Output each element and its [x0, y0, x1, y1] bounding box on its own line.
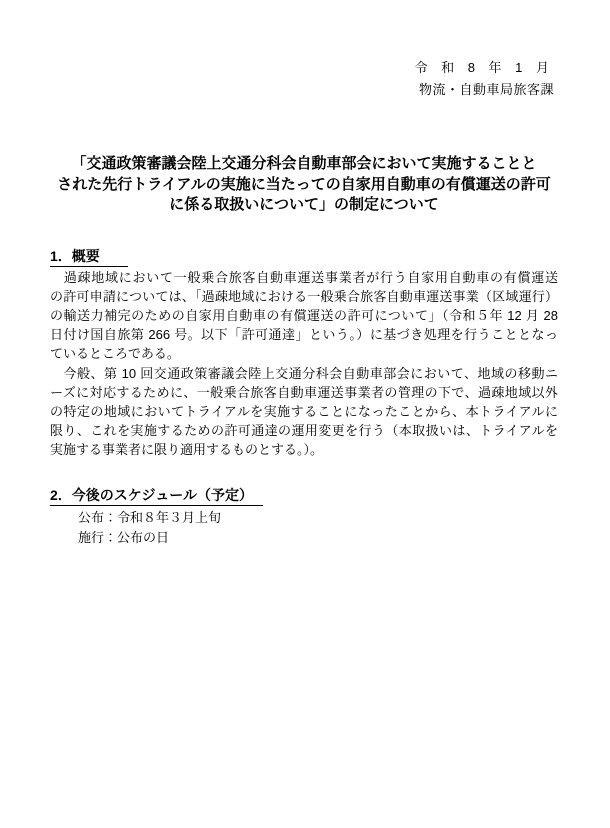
paragraph2-line-2: ーズに対応するために、一般乗合旅客自動車運送事業者の管理の下で、過疎地域以外 [50, 384, 558, 400]
paragraph1-line-3: の輸送力補完のための自家用自動車の有償運送の許可について」（令和５年 12 月 28 [50, 307, 558, 323]
document-department: 物流・自動車局旅客課 [418, 82, 554, 97]
paragraph1-line-4: 日付け国自旅第 266 号。以下「許可通達」という。）に基づき処理を行うこととなっ [50, 327, 558, 343]
paragraph1-line-2: の許可申請については、「過疎地域における一般乗合旅客自動車運送事業（区域運行） [50, 288, 558, 304]
schedule-item-enforcement: 施行：公布の日 [78, 529, 170, 545]
document-date: 令 和 8 年 1 月 [414, 60, 554, 75]
schedule-list [50, 508, 558, 548]
paragraph2-line-4: 限り、これを実施するための許可通達の運用変更を行う（本取扱いは、トライアルを [50, 423, 558, 439]
paragraph1-line-5: ているところである。 [50, 346, 180, 362]
paragraph2-line-1: 今般、第 10 回交通政策審議会陸上交通分科会自動車部会において、地域の移動ニ [50, 365, 558, 381]
title-line-1: 「交通政策審議会陸上交通分科会自動車部会において実施することと [71, 155, 537, 172]
document-title [50, 154, 558, 216]
title-line-2: された先行トライアルの実施に当たっての自家用自動車の有償運送の許可 [57, 175, 551, 193]
paragraph2-line-5: 実施する事業者に限り適用するものとする。）。 [50, 442, 324, 458]
section1-heading-text: 1．概要 [50, 248, 128, 267]
document-header [50, 0, 554, 101]
section1-body [50, 268, 558, 460]
section2-heading [50, 487, 558, 503]
title-line-3: に係る取扱いについて」の制定について [169, 196, 439, 213]
schedule-item-promulgation: 公布：令和８年３月上旬 [78, 509, 222, 525]
paragraph2-line-3: の特定の地域においてトライアルを実施することになったことから、本トライアルに [50, 403, 558, 419]
paragraph1-line-1: 過疎地域において一般乗合旅客自動車運送事業者が行う自家用自動車の有償運送 [50, 269, 558, 285]
section2-heading-text: 2．今後のスケジュール（予定） [50, 487, 263, 506]
section1-heading [50, 248, 558, 264]
